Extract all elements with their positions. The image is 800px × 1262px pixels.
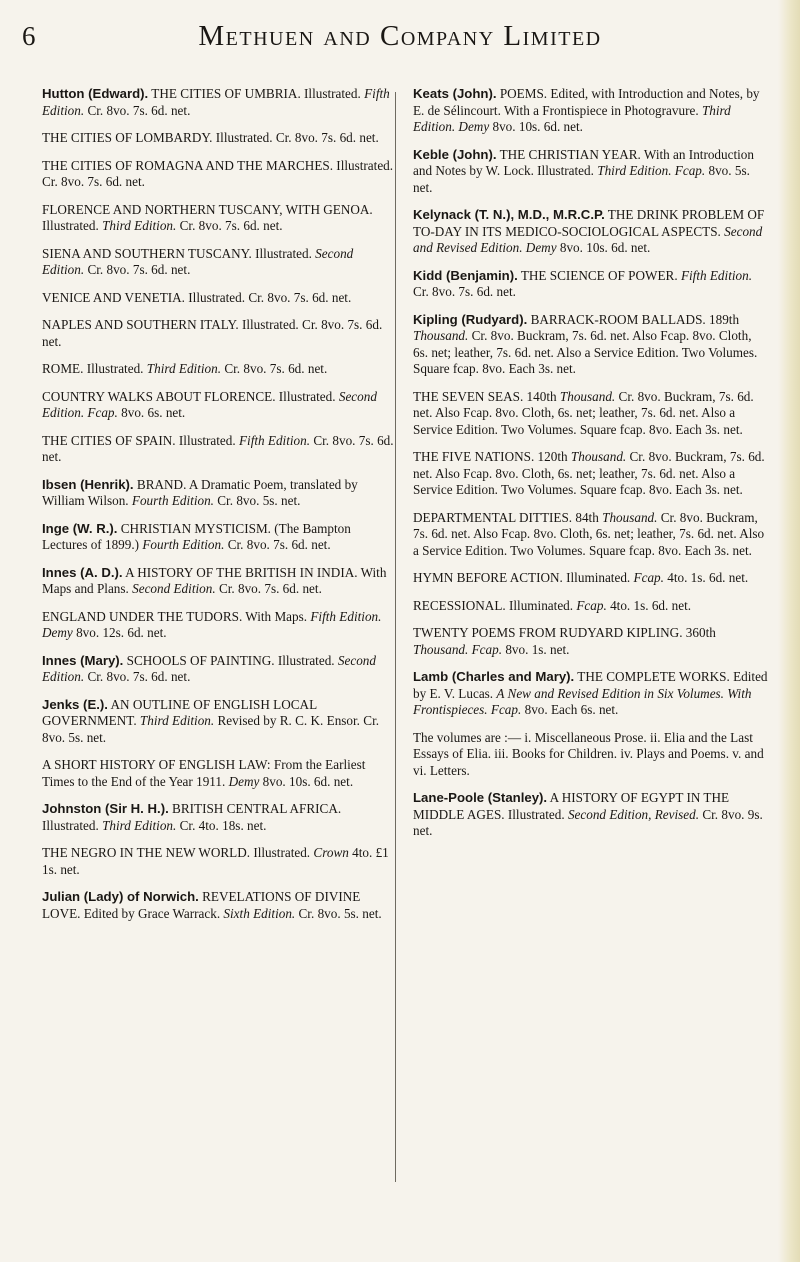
- catalogue-entry: [413, 510, 768, 560]
- running-head: Methuen and Company Limited: [198, 20, 602, 52]
- entry-details: Cr. 8vo. 7s. 6d. net.: [413, 284, 516, 299]
- entry-details: 8vo. 1s. net.: [502, 641, 570, 657]
- entry-edition: Demy: [228, 773, 260, 789]
- entry-title: NAPLES AND SOUTHERN ITALY. Illustrated. Cr. 8vo. 7s. 6d. net.: [42, 317, 383, 349]
- entry-edition: Third Edition. Fcap.: [597, 163, 706, 178]
- catalogue-entry: [413, 268, 768, 301]
- entry-title: FLORENCE AND NORTHERN TUSCANY, WITH GENOA. Illustrated.: [42, 201, 373, 233]
- entry-title: A HISTORY OF EGYPT IN THE MIDDLE AGES. Illustrated.: [413, 790, 730, 822]
- entry-details: Cr. 8vo. 7s. 6d. net.: [221, 361, 328, 376]
- entry-edition: Second and Revised Edition. Demy: [413, 223, 763, 255]
- entry-details: 4to. £1 1s. net.: [42, 845, 389, 877]
- catalogue-entry: [42, 609, 397, 642]
- entry-details: Cr. 8vo. Buckram, 7s. 6d. net. Also Fcap. 8vo. Cloth, 6s. net; leather, 7s. 6d. net. Also a Service Edition. Two Volumes. Square fcap. 8vo. Each 3s. net.: [413, 449, 765, 497]
- entry-author: Inge (W. R.).: [42, 520, 118, 536]
- entry-title: A SHORT HISTORY OF ENGLISH LAW: From the Earliest Times to the End of the Year 1911.: [42, 757, 366, 789]
- entry-title: THE CITIES OF UMBRIA. Illustrated.: [148, 86, 365, 101]
- entry-edition: Third Edition.: [102, 218, 177, 233]
- entry-details: Cr. 8vo. 7s. 6d. net.: [224, 537, 331, 552]
- entry-edition: Third Edition.: [139, 713, 215, 728]
- catalogue-entry: [413, 669, 768, 719]
- entry-edition: Second Edition.: [42, 652, 376, 684]
- entry-details: 8vo. Each 6s. net.: [521, 702, 619, 717]
- entry-edition: Fifth Edition.: [238, 432, 311, 448]
- catalogue-entry: [42, 757, 397, 790]
- entry-title: BRAND. A Dramatic Poem, translated by William Wilson.: [42, 476, 358, 508]
- entry-details: Cr. 8vo. 7s. 6d. net.: [42, 432, 394, 464]
- catalogue-entry: [413, 598, 768, 615]
- entry-edition: A New and Revised Edition in Six Volumes. With Frontispieces. Fcap.: [413, 685, 752, 717]
- catalogue-entry: [413, 86, 768, 136]
- left-column: [42, 86, 397, 933]
- page-number: 6: [22, 21, 36, 51]
- entry-title: THE NEGRO IN THE NEW WORLD. Illustrated.: [42, 845, 314, 860]
- entry-author: Hutton (Edward).: [42, 86, 149, 101]
- entry-author: Ibsen (Henrik).: [42, 476, 134, 492]
- entry-title: THE CITIES OF ROMAGNA AND THE MARCHES. Illustrated. Cr. 8vo. 7s. 6d. net.: [42, 157, 394, 189]
- entry-title: BRITISH CENTRAL AFRICA. Illustrated.: [42, 801, 342, 833]
- entry-edition: Fifth Edition.: [680, 267, 753, 283]
- entry-title: HYMN BEFORE ACTION. Illuminated.: [413, 570, 634, 585]
- entry-title: CHRISTIAN MYSTICISM. (The Bampton Lectures of 1899.): [42, 520, 351, 552]
- entry-title: THE CHRISTIAN YEAR. With an Introduction and Notes by W. Lock. Illustrated.: [413, 146, 754, 178]
- catalogue-entry: [413, 312, 768, 378]
- entry-edition: Sixth Edition.: [223, 905, 296, 921]
- entry-author: Johnston (Sir H. H.).: [42, 801, 169, 816]
- entry-edition: Fifth Edition.: [42, 86, 390, 118]
- entry-title: THE DRINK PROBLEM OF TO-DAY IN ITS MEDICO-SOCIOLOGICAL ASPECTS.: [413, 207, 765, 239]
- entry-title: A HISTORY OF THE BRITISH IN INDIA. With Maps and Plans.: [42, 564, 387, 596]
- entry-details: Revised by R. C. K. Ensor. Cr. 8vo. 5s. net.: [42, 713, 380, 745]
- entry-edition: Second Edition. Fcap.: [42, 388, 377, 420]
- entry-title: THE CITIES OF SPAIN. Illustrated.: [42, 432, 239, 448]
- catalogue-entry: [42, 202, 397, 235]
- entry-title: AN OUTLINE OF ENGLISH LOCAL GOVERNMENT.: [42, 696, 317, 728]
- entry-title: TWENTY POEMS FROM RUDYARD KIPLING. 360th: [413, 625, 716, 640]
- entry-title: SIENA AND SOUTHERN TUSCANY. Illustrated.: [42, 245, 316, 261]
- entry-details: Cr. 8vo. Buckram, 7s. 6d. net. Also Fcap. 8vo. Cloth, 6s. net; leather, 7s. 6d. net. Also a Service Edition. Two Volumes. Square fcap. 8vo. Each 3s. net.: [413, 388, 754, 437]
- entry-edition: Fcap.: [633, 570, 664, 585]
- catalogue-entry: [413, 625, 768, 658]
- entry-edition: Second Edition.: [132, 581, 216, 596]
- entry-edition: Thousand.: [602, 509, 658, 525]
- entry-title: COUNTRY WALKS ABOUT FLORENCE. Illustrated.: [42, 388, 339, 404]
- entry-author: Keble (John).: [413, 146, 497, 162]
- entry-author: Kelynack (T. N.), M.D., M.R.C.P.: [413, 207, 605, 222]
- entry-details: Cr. 8vo. 5s. net.: [213, 493, 301, 508]
- entry-title: BARRACK-ROOM BALLADS. 189th: [527, 311, 740, 327]
- entry-edition: Fourth Edition.: [142, 537, 225, 552]
- catalogue-entry: [42, 565, 397, 598]
- entry-author: Jenks (E.).: [42, 696, 108, 712]
- entry-title: POEMS. Edited, with Introduction and Notes, by E. de Sélincourt. With a Frontispiece in Photogravure.: [413, 86, 760, 118]
- catalogue-entry: [42, 889, 397, 922]
- right-column: [413, 86, 768, 851]
- catalogue-entry: [413, 389, 768, 439]
- catalogue-entry: [42, 697, 397, 747]
- entry-title: THE COMPLETE WORKS. Edited by E. V. Lucas.: [413, 669, 768, 701]
- entry-edition: Thousand. Fcap.: [413, 641, 503, 657]
- entry-details: Cr. 4to. 18s. net.: [176, 817, 267, 833]
- entry-details: 4to. 1s. 6d. net.: [663, 570, 749, 585]
- entry-title: THE SEVEN SEAS. 140th: [413, 388, 560, 404]
- entry-edition: Third Edition.: [102, 817, 177, 833]
- page-header: [0, 18, 800, 58]
- entry-details: 8vo. 10s. 6d. net.: [556, 240, 651, 255]
- entry-author: Kidd (Benjamin).: [413, 267, 518, 283]
- entry-details: 4to. 1s. 6d. net.: [606, 597, 692, 613]
- catalogue-entry: [413, 570, 768, 587]
- entry-edition: Fcap.: [576, 597, 607, 613]
- entry-details: Cr. 8vo. 7s. 6d. net.: [176, 218, 283, 233]
- entry-details: Cr. 8vo. 7s. 6d. net.: [215, 581, 322, 596]
- catalogue-entry: [42, 653, 397, 686]
- catalogue-entry: [413, 790, 768, 840]
- entry-title: THE SCIENCE OF POWER.: [517, 267, 681, 283]
- entry-author: Innes (A. D.).: [42, 564, 123, 580]
- entry-details: Cr. 8vo. 7s. 6d. net.: [84, 262, 191, 277]
- catalogue-entry: [42, 477, 397, 510]
- catalogue-entry: [42, 158, 397, 191]
- entry-title: THE FIVE NATIONS. 120th: [413, 449, 571, 464]
- entry-edition: Second Edition, Revised.: [567, 806, 700, 822]
- catalogue-entry: [42, 389, 397, 422]
- entry-details: 8vo. 10s. 6d. net.: [489, 119, 583, 134]
- entry-details: Cr. 8vo. 7s. 6d. net.: [84, 102, 191, 118]
- entry-edition: Fifth Edition. Demy: [42, 608, 382, 640]
- entry-edition: Second Edition.: [42, 245, 354, 277]
- entry-title: REVELATIONS OF DIVINE LOVE. Edited by Grace Warrack.: [42, 889, 361, 921]
- catalogue-entry: [413, 449, 768, 499]
- catalogue-entry: [42, 801, 397, 834]
- entry-edition: Fourth Edition.: [131, 493, 214, 508]
- entry-title: ENGLAND UNDER THE TUDORS. With Maps.: [42, 608, 311, 624]
- entry-author: Keats (John).: [413, 86, 497, 101]
- entry-title: ROME. Illustrated.: [42, 361, 147, 376]
- entry-edition: Thousand.: [570, 449, 627, 464]
- catalogue-entry: [413, 147, 768, 197]
- entry-title: THE CITIES OF LOMBARDY. Illustrated. Cr. 8vo. 7s. 6d. net.: [42, 130, 379, 145]
- entry-details: Cr. 8vo. Buckram, 7s. 6d. net. Also Fcap. 8vo. Cloth, 6s. net; leather, 7s. 6d. net. Also a Service Edition. Two Volumes. Square fcap. 8vo. Each 3s. net.: [413, 328, 758, 376]
- entry-author: Lamb (Charles and Mary).: [413, 669, 575, 684]
- entry-details: 8vo. 10s. 6d. net.: [259, 773, 354, 789]
- catalogue-entry: [413, 207, 768, 257]
- entry-title: SCHOOLS OF PAINTING. Illustrated.: [123, 652, 338, 668]
- entry-details: Cr. 8vo. 5s. net.: [295, 905, 382, 921]
- catalogue-entry: [413, 730, 768, 780]
- entry-title: DEPARTMENTAL DITTIES. 84th: [413, 509, 603, 525]
- entry-details: Cr. 8vo. 9s. net.: [413, 806, 763, 838]
- entry-edition: Third Edition.: [146, 361, 222, 376]
- entry-details: 8vo. 12s. 6d. net.: [72, 625, 167, 640]
- entry-edition: Crown: [313, 845, 349, 860]
- entry-title: The volumes are :— i. Miscellaneous Prose. ii. Elia and the Last Essays of Elia. iii. Books for Children. iv. Plays and Poems. v. and vi. Letters.: [413, 729, 764, 778]
- catalogue-entry: [42, 317, 397, 350]
- entry-edition: Thousand.: [559, 388, 616, 404]
- entry-author: Kipling (Rudyard).: [413, 311, 528, 327]
- catalogue-entry: [42, 433, 397, 466]
- catalogue-entry: [42, 246, 397, 279]
- entry-details: 8vo. 6s. net.: [117, 405, 186, 420]
- entry-title: RECESSIONAL. Illuminated.: [413, 597, 577, 613]
- entry-author: Innes (Mary).: [42, 652, 124, 668]
- entry-details: Cr. 8vo. Buckram, 7s. 6d. net. Also Fcap. 8vo. Cloth, 6s. net; leather, 7s. 6d. net. Also a Service Edition. Two Volumes. Square fcap. 8vo. Each 3s. net.: [413, 509, 765, 558]
- entry-author: Lane-Poole (Stanley).: [413, 790, 548, 805]
- catalogue-entry: [42, 290, 397, 307]
- entry-title: VENICE AND VENETIA. Illustrated. Cr. 8vo. 7s. 6d. net.: [42, 289, 352, 305]
- page-edge-shadow: [778, 0, 800, 1262]
- catalogue-entry: [42, 361, 397, 378]
- catalogue-entry: [42, 521, 397, 554]
- entry-edition: Thousand.: [413, 328, 469, 343]
- entry-edition: Third Edition. Demy: [413, 102, 731, 134]
- entry-details: Cr. 8vo. 7s. 6d. net.: [84, 669, 191, 684]
- catalogue-entry: [42, 130, 397, 147]
- catalogue-entry: [42, 845, 397, 878]
- entry-author: Julian (Lady) of Norwich.: [42, 889, 199, 904]
- catalogue-entry: [42, 86, 397, 119]
- entry-details: 8vo. 5s. net.: [413, 163, 750, 195]
